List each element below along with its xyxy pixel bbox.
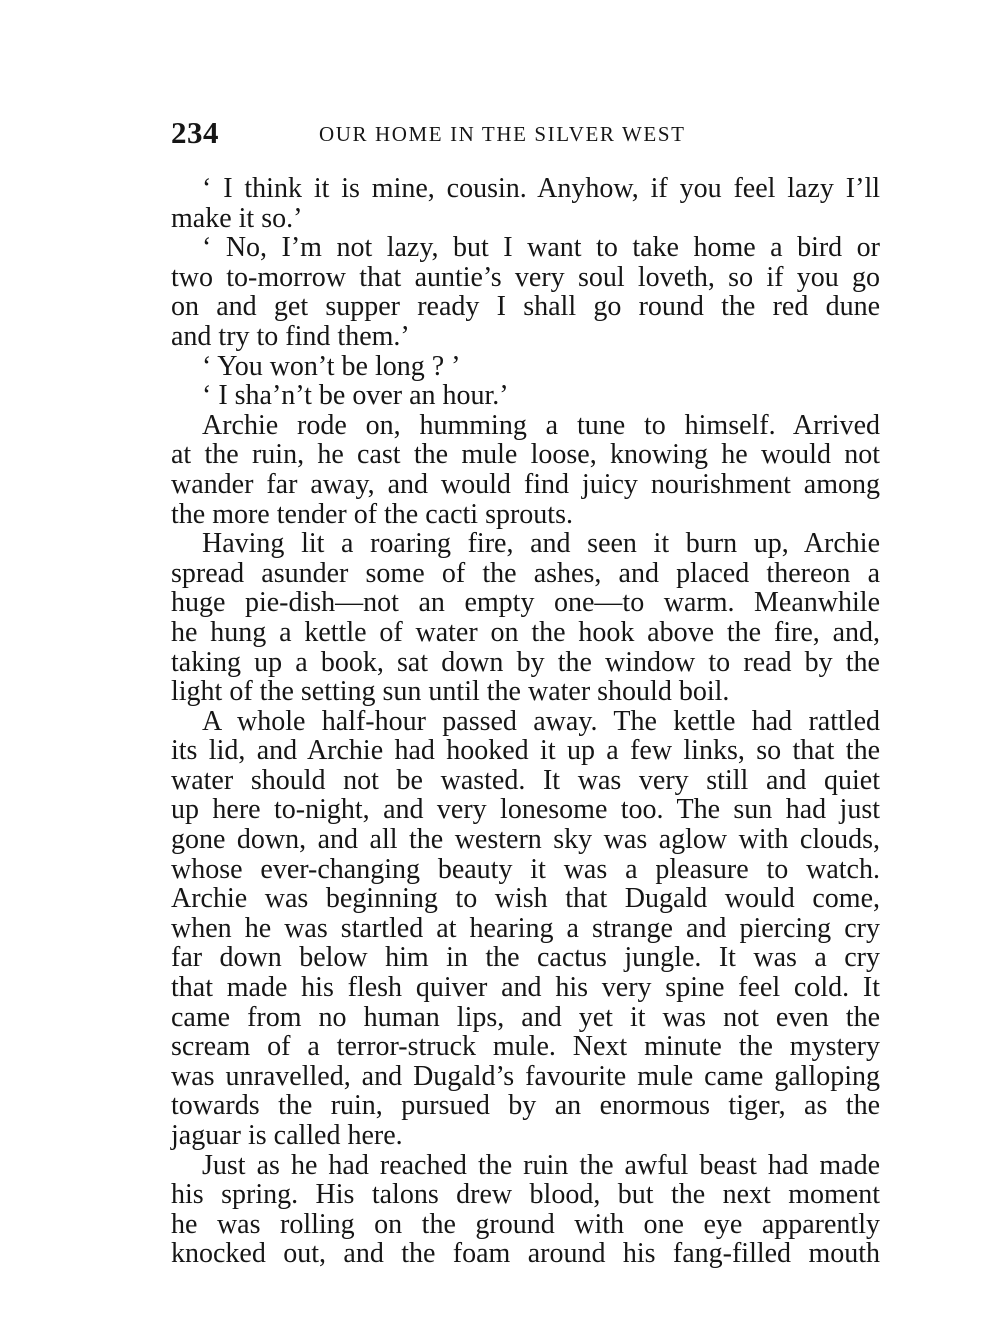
text-line: Having lit a roaring fire, and seen it burn up, Archie [202,528,880,560]
text-line: scream of a terror-struck mule. Next minute the mystery [171,1031,880,1063]
text-line: jaguar is called here. [171,1120,403,1151]
text-line: Just as he had reached the ruin the awful beast had made [202,1149,880,1181]
text-line: light of the setting sun until the water should boil. [171,676,730,708]
text-line: was unravelled, and Dugald’s favourite mule came galloping [171,1060,880,1092]
text-line: he hung a kettle of water on the hook above the fire, and, [171,616,880,648]
text-line: make it so.’ [171,202,303,234]
running-title: OUR HOME IN THE SILVER WEST [319,122,686,146]
text-line: up here to-night, and very lonesome too. The sun had just [171,794,880,826]
text-line: ‘ I sha’n’t be over an hour.’ [202,380,509,412]
text-line: at the ruin, he cast the mule loose, knowing he would not [171,439,880,471]
text-line: when he was startled at hearing a strange and piercing cry [171,912,880,944]
text-line: spread asunder some of the ashes, and placed thereon a [171,557,880,589]
text-line: ‘ You won’t be long ? ’ [202,350,461,382]
text-line: gone down, and all the western sky was aglow with clouds, [171,824,880,856]
text-line: on and get supper ready I shall go round the red dune [171,291,880,323]
text-line: ‘ I think it is mine, cousin. Anyhow, if you feel lazy I’ll [202,173,880,204]
text-line: its lid, and Archie had hooked it up a few links, so that the [171,735,880,767]
text-line: ‘ No, I’m not lazy, but I want to take home a bird or [202,232,880,264]
text-line: water should not be wasted. It was very still and quiet [171,764,880,796]
text-line: he was rolling on the ground with one eye apparently [171,1208,880,1240]
text-line: that made his flesh quiver and his very spine feel cold. It [171,972,880,1004]
text-line: his spring. His talons drew blood, but the next moment [171,1179,880,1211]
text-line: came from no human lips, and yet it was not even the [171,1001,880,1033]
text-line: wander far away, and would find juicy nourishment among [171,468,880,500]
text-line: whose ever-changing beauty it was a pleasure to watch. [171,853,880,885]
text-line: and try to find them.’ [171,320,410,352]
text-line: two to-morrow that auntie’s very soul loveth, so if you go [171,261,880,293]
text-line: knocked out, and the foam around his fang-filled mouth [171,1238,880,1270]
text-line: towards the ruin, pursued by an enormous tiger, as the [171,1090,880,1122]
body-text [171,174,880,1269]
text-line: Archie rode on, humming a tune to himself. Arrived [202,409,880,441]
page-header [171,116,880,152]
text-line: taking up a book, sat down by the window to read by the [171,646,880,678]
page-number: 234 [171,115,219,150]
text-line: Archie was beginning to wish that Dugald would come, [171,883,880,915]
text-line: the more tender of the cacti sprouts. [171,498,573,530]
text-line: A whole half-hour passed away. The kettle had rattled [202,705,880,737]
text-line: far down below him in the cactus jungle. It was a cry [171,942,880,974]
text-line: huge pie-dish—not an empty one—to warm. Meanwhile [171,587,880,619]
